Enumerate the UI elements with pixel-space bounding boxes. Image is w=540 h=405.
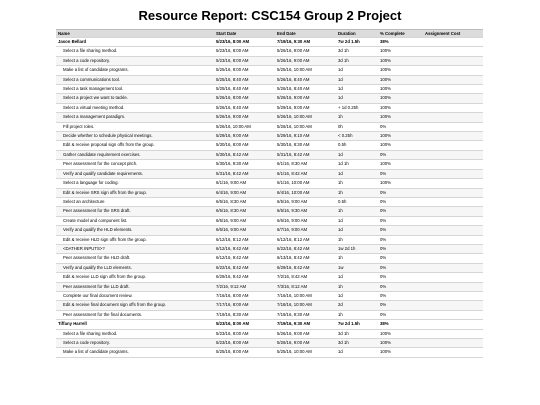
resource-group-row: [56, 38, 483, 47]
cell-percent-complete: 0%: [378, 301, 423, 310]
cell-duration: 1h: [336, 188, 378, 197]
cell-name: Verify and qualify the LLD elements.: [56, 263, 214, 272]
cell-name: Select an architecture: [56, 197, 214, 206]
column-header-percent-complete: % Complete: [378, 30, 423, 38]
cell-end-date: 5/26/16, 8:40 AM: [275, 85, 336, 94]
cell-percent-complete: 100%: [378, 85, 423, 94]
task-row: [56, 75, 483, 84]
report-title: Resource Report: CSC154 Group 2 Project: [138, 8, 402, 23]
cell-percent-complete: 0%: [378, 216, 423, 225]
cell-end-date: 6/1/16, 8:42 AM: [275, 169, 336, 178]
cell-duration: 1w: [336, 263, 378, 272]
cell-duration: 3d 1h: [336, 339, 378, 348]
cell-percent-complete: 0%: [378, 282, 423, 291]
cell-start-date: 5/30/16, 8:00 AM: [214, 141, 275, 150]
cell-end-date: 7/19/16, 9:30 AM: [275, 310, 336, 319]
cell-start-date: 5/31/16, 8:42 AM: [214, 169, 275, 178]
cell-end-date: 7/2/16, 8:42 AM: [275, 273, 336, 282]
cell-assignment-cost: [423, 207, 483, 216]
cell-percent-complete: 100%: [378, 329, 423, 338]
cell-start-date: 5/25/16, 8:40 AM: [214, 85, 275, 94]
cell-start-date: 6/12/16, 9:42 AM: [214, 244, 275, 253]
cell-percent-complete: 0%: [378, 273, 423, 282]
cell-end-date: 5/30/16, 8:30 AM: [275, 141, 336, 150]
cell-end-date: 5/26/16, 10:00 AM: [275, 122, 336, 131]
cell-duration: 1d: [336, 273, 378, 282]
cell-end-date: 7/19/16, 9:30 AM: [275, 38, 336, 47]
cell-end-date: 6/1/16, 8:30 AM: [275, 160, 336, 169]
task-row: [56, 141, 483, 150]
cell-name: Fill project roles.: [56, 122, 214, 131]
cell-percent-complete: 38%: [378, 320, 423, 329]
cell-assignment-cost: [423, 132, 483, 141]
cell-end-date: 6/13/16, 8:42 AM: [275, 254, 336, 263]
task-row: [56, 47, 483, 56]
cell-name: Verify and qualify candidate requirements.: [56, 169, 214, 178]
cell-percent-complete: 100%: [378, 132, 423, 141]
cell-duration: 3d 1h: [336, 56, 378, 65]
cell-percent-complete: 100%: [378, 113, 423, 122]
cell-end-date: 6/12/16, 8:12 AM: [275, 235, 336, 244]
cell-percent-complete: 0%: [378, 226, 423, 235]
cell-start-date: 5/23/16, 8:00 AM: [214, 339, 275, 348]
cell-assignment-cost: [423, 66, 483, 75]
cell-assignment-cost: [423, 254, 483, 263]
cell-duration: 1d: [336, 85, 378, 94]
task-row: [56, 339, 483, 348]
cell-duration: 0.5h: [336, 197, 378, 206]
cell-percent-complete: 100%: [378, 94, 423, 103]
cell-assignment-cost: [423, 113, 483, 122]
column-header-start-date: Start Date: [214, 30, 275, 38]
cell-duration: 1h: [336, 207, 378, 216]
task-row: [56, 188, 483, 197]
resource-group-row: [56, 320, 483, 329]
column-header-name: Name: [56, 30, 214, 38]
cell-name: Create model and component list.: [56, 216, 214, 225]
cell-start-date: 6/6/16, 9:00 AM: [214, 226, 275, 235]
cell-name: Edit & receive LLD sign offs from the group.: [56, 273, 214, 282]
cell-end-date: 5/26/16, 9:00 AM: [275, 329, 336, 338]
cell-end-date: 5/26/16, 10:00 AM: [275, 113, 336, 122]
cell-start-date: 5/25/16, 8:00 AM: [214, 66, 275, 75]
cell-assignment-cost: [423, 47, 483, 56]
cell-assignment-cost: [423, 329, 483, 338]
cell-duration: 1d: [336, 348, 378, 357]
task-row: [56, 179, 483, 188]
cell-percent-complete: 100%: [378, 47, 423, 56]
cell-assignment-cost: [423, 320, 483, 329]
cell-assignment-cost: [423, 141, 483, 150]
cell-end-date: 5/29/16, 9:00 AM: [275, 103, 336, 112]
cell-percent-complete: 100%: [378, 179, 423, 188]
cell-name: Select a file sharing method.: [56, 47, 214, 56]
cell-percent-complete: 100%: [378, 160, 423, 169]
cell-percent-complete: 0%: [378, 207, 423, 216]
cell-percent-complete: 0%: [378, 310, 423, 319]
cell-name: Make a list of candidate programs.: [56, 348, 214, 357]
cell-end-date: 5/25/16, 10:00 AM: [275, 348, 336, 357]
cell-name: Verify and qualify the HLD elements.: [56, 226, 214, 235]
cell-duration: 1d 1h: [336, 160, 378, 169]
cell-name: <DATHER INPUTS>?: [56, 244, 214, 253]
cell-start-date: 5/30/16, 9:30 AM: [214, 160, 275, 169]
cell-percent-complete: 0%: [378, 122, 423, 131]
cell-name: Peer assessment for the SRS draft.: [56, 207, 214, 216]
cell-start-date: 6/5/16, 8:30 AM: [214, 207, 275, 216]
cell-assignment-cost: [423, 179, 483, 188]
cell-duration: 7w 2d 1.5h: [336, 320, 378, 329]
cell-assignment-cost: [423, 103, 483, 112]
cell-duration: 3d 1h: [336, 329, 378, 338]
cell-percent-complete: 0%: [378, 263, 423, 272]
cell-assignment-cost: [423, 85, 483, 94]
task-row: [56, 301, 483, 310]
cell-assignment-cost: [423, 226, 483, 235]
cell-end-date: 6/6/16, 9:00 AM: [275, 216, 336, 225]
cell-start-date: 7/2/16, 9:12 AM: [214, 282, 275, 291]
cell-name: Tiffany Harrell: [56, 320, 214, 329]
cell-percent-complete: 0%: [378, 291, 423, 300]
cell-start-date: 6/12/16, 8:12 AM: [214, 235, 275, 244]
cell-start-date: 6/1/16, 9:00 AM: [214, 179, 275, 188]
cell-duration: 1h: [336, 235, 378, 244]
cell-end-date: 6/7/16, 9:00 AM: [275, 226, 336, 235]
cell-percent-complete: 0%: [378, 244, 423, 253]
cell-name: Select a task management tool.: [56, 85, 214, 94]
cell-name: Peer assessment for the final documents.: [56, 310, 214, 319]
cell-end-date: 7/3/16, 8:12 AM: [275, 282, 336, 291]
cell-assignment-cost: [423, 188, 483, 197]
cell-duration: 0h: [336, 122, 378, 131]
cell-percent-complete: 38%: [378, 38, 423, 47]
cell-name: Gather candidate requirement exercises.: [56, 150, 214, 159]
task-row: [56, 56, 483, 65]
cell-assignment-cost: [423, 150, 483, 159]
column-header-assignment-cost: Assignment Cost: [423, 30, 483, 38]
cell-name: Make a list of candidate programs.: [56, 66, 214, 75]
cell-start-date: 5/23/16, 8:00 AM: [214, 329, 275, 338]
cell-percent-complete: 0%: [378, 235, 423, 244]
cell-assignment-cost: [423, 197, 483, 206]
cell-assignment-cost: [423, 310, 483, 319]
cell-start-date: 7/19/16, 8:30 AM: [214, 310, 275, 319]
cell-percent-complete: 100%: [378, 141, 423, 150]
cell-name: Select a project we want to tackle.: [56, 94, 214, 103]
task-row: [56, 197, 483, 206]
cell-end-date: 5/26/16, 9:00 AM: [275, 339, 336, 348]
cell-name: Select a file sharing method.: [56, 329, 214, 338]
cell-start-date: 5/23/16, 8:00 AM: [214, 56, 275, 65]
cell-duration: 1w 2d 1h: [336, 244, 378, 253]
task-row: [56, 122, 483, 131]
cell-name: Select a communications tool.: [56, 75, 214, 84]
cell-duration: 1h: [336, 179, 378, 188]
cell-duration: 1d: [336, 150, 378, 159]
task-row: [56, 310, 483, 319]
table-header-row: [56, 30, 483, 38]
cell-name: Select a code repository.: [56, 56, 214, 65]
cell-assignment-cost: [423, 75, 483, 84]
cell-end-date: 6/4/16, 10:00 AM: [275, 188, 336, 197]
cell-name: Complete our final document review.: [56, 291, 214, 300]
cell-assignment-cost: [423, 169, 483, 178]
cell-assignment-cost: [423, 235, 483, 244]
task-row: [56, 282, 483, 291]
cell-percent-complete: 0%: [378, 197, 423, 206]
cell-assignment-cost: [423, 216, 483, 225]
cell-assignment-cost: [423, 122, 483, 131]
cell-end-date: 5/25/16, 10:00 AM: [275, 66, 336, 75]
cell-duration: 3d 1h: [336, 47, 378, 56]
cell-start-date: 6/12/16, 9:42 AM: [214, 254, 275, 263]
resource-table: [56, 29, 483, 358]
cell-start-date: 6/22/16, 8:42 AM: [214, 263, 275, 272]
cell-percent-complete: 0%: [378, 254, 423, 263]
task-row: [56, 66, 483, 75]
cell-duration: 2d: [336, 301, 378, 310]
cell-start-date: 6/5/16, 9:00 AM: [214, 216, 275, 225]
task-row: [56, 226, 483, 235]
cell-assignment-cost: [423, 273, 483, 282]
cell-end-date: 5/26/16, 9:00 AM: [275, 47, 336, 56]
task-row: [56, 254, 483, 263]
cell-start-date: 6/5/16, 8:30 AM: [214, 197, 275, 206]
cell-end-date: 7/18/16, 10:00 AM: [275, 301, 336, 310]
task-row: [56, 94, 483, 103]
cell-name: Edit & receive final document sign offs from the group.: [56, 301, 214, 310]
cell-name: Decide whether to schedule physical meetings.: [56, 132, 214, 141]
cell-end-date: 6/5/16, 9:00 AM: [275, 197, 336, 206]
cell-percent-complete: 0%: [378, 188, 423, 197]
cell-start-date: 5/26/16, 10:00 AM: [214, 122, 275, 131]
cell-assignment-cost: [423, 282, 483, 291]
task-row: [56, 207, 483, 216]
cell-duration: 1d: [336, 94, 378, 103]
cell-start-date: 7/17/16, 8:00 AM: [214, 301, 275, 310]
cell-start-date: 5/26/16, 8:00 AM: [214, 94, 275, 103]
cell-duration: 1d: [336, 291, 378, 300]
cell-start-date: 5/26/16, 8:40 AM: [214, 103, 275, 112]
cell-percent-complete: 100%: [378, 56, 423, 65]
cell-assignment-cost: [423, 263, 483, 272]
cell-duration: 1d: [336, 75, 378, 84]
task-row: [56, 132, 483, 141]
cell-start-date: 5/30/16, 8:42 AM: [214, 150, 275, 159]
task-row: [56, 150, 483, 159]
cell-start-date: 5/23/16, 8:00 AM: [214, 320, 275, 329]
cell-duration: 0.5h: [336, 141, 378, 150]
cell-start-date: 5/23/16, 8:00 AM: [214, 38, 275, 47]
cell-duration: + 1d 0.25h: [336, 103, 378, 112]
cell-assignment-cost: [423, 348, 483, 357]
cell-end-date: 5/26/16, 9:00 AM: [275, 56, 336, 65]
task-row: [56, 291, 483, 300]
cell-name: Peer assessment for the LLD draft.: [56, 282, 214, 291]
cell-duration: 1d: [336, 216, 378, 225]
cell-end-date: 5/26/16, 9:00 AM: [275, 94, 336, 103]
cell-start-date: 5/29/16, 9:00 AM: [214, 132, 275, 141]
cell-percent-complete: 100%: [378, 66, 423, 75]
cell-start-date: 5/26/16, 9:00 AM: [214, 113, 275, 122]
cell-percent-complete: 100%: [378, 75, 423, 84]
task-row: [56, 85, 483, 94]
cell-duration: 1h: [336, 282, 378, 291]
cell-assignment-cost: [423, 301, 483, 310]
cell-assignment-cost: [423, 38, 483, 47]
cell-duration: 1d: [336, 226, 378, 235]
cell-end-date: 6/1/16, 10:00 AM: [275, 179, 336, 188]
cell-assignment-cost: [423, 94, 483, 103]
cell-duration: 1h: [336, 310, 378, 319]
cell-name: Jason Bellard: [56, 38, 214, 47]
cell-assignment-cost: [423, 160, 483, 169]
cell-name: Select a management paradigm.: [56, 113, 214, 122]
cell-name: Peer assessment for the concept pitch.: [56, 160, 214, 169]
cell-end-date: 5/26/16, 8:40 AM: [275, 75, 336, 84]
cell-duration: 1d: [336, 66, 378, 75]
cell-end-date: 5/29/16, 9:10 AM: [275, 132, 336, 141]
task-row: [56, 103, 483, 112]
cell-name: Edit & receive HLD sign offs from the group.: [56, 235, 214, 244]
cell-percent-complete: 100%: [378, 348, 423, 357]
cell-duration: 1h: [336, 254, 378, 263]
cell-percent-complete: 0%: [378, 150, 423, 159]
cell-duration: < 0.25h: [336, 132, 378, 141]
cell-start-date: 6/4/16, 9:00 AM: [214, 188, 275, 197]
cell-assignment-cost: [423, 244, 483, 253]
cell-name: Select a language for coding.: [56, 179, 214, 188]
cell-end-date: 6/22/16, 8:42 AM: [275, 244, 336, 253]
task-row: [56, 160, 483, 169]
cell-duration: 1d: [336, 169, 378, 178]
cell-name: Edit & receive SRS sign offs from the group.: [56, 188, 214, 197]
cell-assignment-cost: [423, 56, 483, 65]
table-body: [56, 38, 483, 358]
cell-start-date: 6/29/16, 9:42 AM: [214, 273, 275, 282]
cell-assignment-cost: [423, 339, 483, 348]
cell-start-date: 5/23/16, 8:00 AM: [214, 47, 275, 56]
cell-name: Select a code repository.: [56, 339, 214, 348]
column-header-end-date: End Date: [275, 30, 336, 38]
task-row: [56, 263, 483, 272]
cell-start-date: 5/25/16, 8:00 AM: [214, 348, 275, 357]
cell-duration: 7w 2d 1.5h: [336, 38, 378, 47]
cell-end-date: 7/16/16, 10:00 AM: [275, 291, 336, 300]
cell-name: Select a virtual meeting method.: [56, 103, 214, 112]
cell-percent-complete: 0%: [378, 169, 423, 178]
task-row: [56, 329, 483, 338]
task-row: [56, 348, 483, 357]
cell-assignment-cost: [423, 291, 483, 300]
cell-percent-complete: 100%: [378, 339, 423, 348]
cell-end-date: 7/19/16, 9:30 AM: [275, 320, 336, 329]
cell-percent-complete: 100%: [378, 103, 423, 112]
cell-end-date: 5/31/16, 8:42 AM: [275, 150, 336, 159]
task-row: [56, 216, 483, 225]
task-row: [56, 273, 483, 282]
cell-start-date: 7/16/16, 8:00 AM: [214, 291, 275, 300]
cell-name: Peer assessment for the HLD draft.: [56, 254, 214, 263]
task-row: [56, 169, 483, 178]
cell-start-date: 5/25/16, 8:40 AM: [214, 75, 275, 84]
cell-name: Edit & receive proposal sign offs from the group.: [56, 141, 214, 150]
task-row: [56, 113, 483, 122]
cell-end-date: 6/29/16, 8:42 AM: [275, 263, 336, 272]
task-row: [56, 244, 483, 253]
cell-end-date: 6/5/16, 9:30 AM: [275, 207, 336, 216]
cell-duration: 1h: [336, 113, 378, 122]
column-header-duration: Duration: [336, 30, 378, 38]
task-row: [56, 235, 483, 244]
